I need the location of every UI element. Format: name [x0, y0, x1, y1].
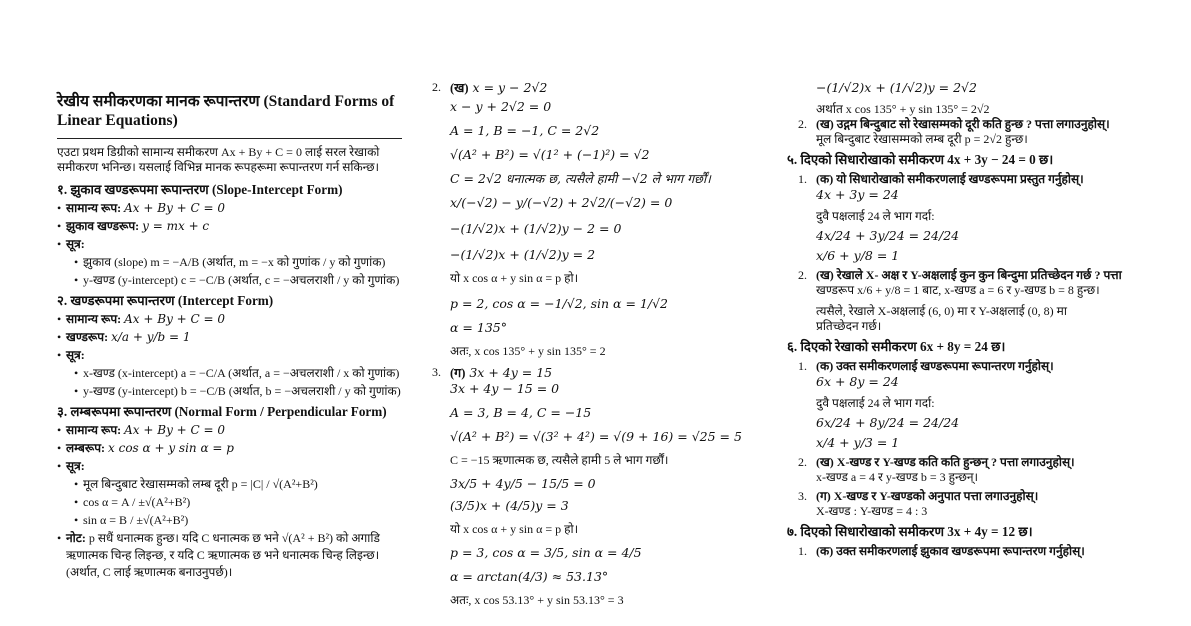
step-line: C = −15 ऋणात्मक छ, त्यसैले हामी 5 ले भाग गर्छौं। [450, 453, 669, 467]
exercise-item: 2. (ख) रेखाले X- अक्ष र Y-अक्षलाई कुन कुन बिन्दुमा प्रतिच्छेदन गर्छ ? पत्ता खण्डरूप x/6 + y/8 = 1 बाट, x-खण्ड a = 6 र y-खण्ड b = 8 हुन्छ। त्यसैले, रेखाले X-अक्षलाई (6, 0) मा र Y-अक्षलाई (0, 8) मा प्रतिच्छेदन गर्छ। [790, 268, 1185, 334]
question-text: (क) उक्त समीकरणलाई झुकाव खण्डरूपमा रूपान्तरण गर्नुहोस्। [816, 544, 1085, 558]
exercise-item: 3. (ग) X-खण्ड र Y-खण्डको अनुपात पत्ता लगाउनुहोस्। X-खण्ड : Y-खण्ड = 4 : 3 [790, 489, 1185, 519]
intro-paragraph: एउटा प्रथम डिग्रीको सामान्य समीकरण Ax + By + C = 0 लाई सरल रेखाको समीकरण भनिन्छ। यसलाई विभिन्न मानक रूपहरूमा रूपान्तरण गर्न सकिन्छ। [57, 145, 380, 174]
section-heading-slope-intercept: १. झुकाव खण्डरूपमा रूपान्तरण (Slope-Intercept Form) [57, 182, 343, 197]
normal-form-list [57, 422, 402, 581]
example-item-2: 2. (ख) x = y − 2√2 x − y + 2√2 = 0 A = 1, B = −1, C = 2√2 √(A² + B²) = √(1² + (−1)²) = √2 C = 2√2 धनात्मक छ, त्यसैले हामी −√2 ले भाग गर्छौं। x/(−√2) − y/(−√2) + 2√2/(−√2) = 0 −(1/√2)x + (1/√2)y − 2 = 0 −(1/√2)x + (1/√2)y = 2 यो x cos α + y sin α = p हो। p = 2, cos α = −1/√2, sin α = 1/√2 α = 135° अतः, x cos 135° + y sin 135° = 2 [430, 80, 760, 359]
list-item: • सामान्य रूप: Ax + By + C = 0 [57, 422, 402, 439]
formula-y-intercept: • y-खण्ड (y-intercept) b = −C/B (अर्थात, b = −अचलराशी / y को गुणांक) [74, 383, 402, 400]
list-item: • सामान्य रूप: Ax + By + C = 0 [57, 200, 402, 217]
question-text: (क) उक्त समीकरणलाई खण्डरूपमा रूपान्तरण गर्नुहोस्। [816, 359, 1054, 373]
formula-sin-alpha: • sin α = B / ±√(A²+B²) [74, 512, 402, 529]
question-text: (ग) X-खण्ड र Y-खण्डको अनुपात पत्ता लगाउनुहोस्। [816, 489, 1039, 503]
step-line: p = 3, cos α = 3/5, sin α = 4/5 [450, 545, 642, 560]
list-item: • लम्बरूप: x cos α + y sin α = p [57, 440, 402, 457]
slope-intercept-list [57, 200, 402, 289]
example-item-3: 3. (ग) 3x + 4y = 15 3x + 4y − 15 = 0 A = 3, B = 4, C = −15 √(A² + B²) = √(3² + 4²) = √(9 + 16) = √25 = 5 C = −15 ऋणात्मक छ, त्यसैले हामी 5 ले भाग गर्छौं। 3x/5 + 4y/5 − 15/5 = 0 (3/5)x + (4/5)y = 3 यो x cos α + y sin α = p हो। p = 3, cos α = 3/5, sin α = 4/5 α = arctan(4/3) ≈ 53.13° अतः, x cos 53.13° + y sin 53.13° = 3 [430, 365, 760, 608]
question-heading-5: ५. दिएको सिधारोखाको समीकरण 4x + 3y − 24 = 0 छ। [787, 152, 1054, 167]
step-line: α = 135° [450, 320, 507, 335]
step-line: अतः, x cos 53.13° + y sin 53.13° = 3 [450, 593, 624, 607]
question-text: (ख) X-खण्ड र Y-खण्ड कति कति हुन्छन् ? पत्ता लगाउनुहोस्। [816, 455, 1075, 469]
step-line: −(1/√2)x + (1/√2)y = 2√2 [816, 80, 977, 95]
formula-x-intercept: • x-खण्ड (x-intercept) a = −C/A (अर्थात, a = −अचलराशी / x को गुणांक) [74, 365, 402, 382]
question-heading-7: ७. दिएको सिधारोखाको समीकरण 3x + 4y = 12 छ। [787, 524, 1033, 539]
formula-cos-alpha: • cos α = A / ±√(A²+B²) [74, 494, 402, 511]
theory-column [57, 92, 402, 582]
list-item: • सूत्र: • झुकाव (slope) m = −A/B (अर्थात, m = −x को गुणांक / y को गुणांक) • y-खण्ड (y-intercept) c = −C/B (अर्थात, c = −अचलराशी / y को गुणांक) [57, 236, 402, 289]
list-item: • सूत्र: • मूल बिन्दुबाट रेखासम्मको लम्ब दूरी p = |C| / √(A²+B²) • cos α = A / ±√(A²+B²) • sin α = B / ±√(A²+B²) [57, 458, 402, 529]
list-item: • सूत्र: • x-खण्ड (x-intercept) a = −C/A (अर्थात, a = −अचलराशी / x को गुणांक) • y-खण्ड (y-intercept) b = −C/B (अर्थात, b = −अचलराशी / y को गुणांक) [57, 347, 402, 400]
step-line: (3/5)x + (4/5)y = 3 [450, 498, 569, 513]
worked-examples-column [430, 80, 760, 608]
step-line: √(A² + B²) = √(3² + 4²) = √(9 + 16) = √25 = 5 [450, 429, 742, 444]
question-text: (ख) उद्गम बिन्दुबाट सो रेखासम्मको दूरी कति हुन्छ ? पत्ता लगाउनुहोस्। [816, 117, 1110, 131]
step-line: −(1/√2)x + (1/√2)y = 2 [450, 247, 596, 262]
section-heading-normal: ३. लम्बरूपमा रूपान्तरण (Normal Form / Perpendicular Form) [57, 404, 387, 419]
exercise-item: 1. (क) यो सिधारोखाको समीकरणलाई खण्डरूपमा प्रस्तुत गर्नुहोस्। 4x + 3y = 24 दुवै पक्षलाई 24 ले भाग गर्दा: 4x/24 + 3y/24 = 24/24 x/6 + y/8 = 1 [790, 172, 1185, 264]
section-heading-intercept: २. खण्डरूपमा रूपान्तरण (Intercept Form) [57, 293, 274, 308]
formula-y-intercept: • y-खण्ड (y-intercept) c = −C/B (अर्थात, c = −अचलराशी / y को गुणांक) [74, 272, 402, 289]
step-line: यो x cos α + y sin α = p हो। [450, 271, 579, 285]
step-line: 3x + 4y − 15 = 0 [450, 381, 560, 396]
step-line: A = 1, B = −1, C = 2√2 [450, 123, 600, 138]
intercept-list [57, 311, 402, 400]
title-divider [57, 138, 402, 139]
step-line: √(A² + B²) = √(1² + (−1)²) = √2 [450, 147, 650, 162]
step-line: p = 2, cos α = −1/√2, sin α = 1/√2 [450, 296, 668, 311]
answer-text: मूल बिन्दुबाट रेखासम्मको लम्ब दूरी p = 2√2 हुन्छ। [816, 132, 1028, 146]
exercise-item: 1. (क) उक्त समीकरणलाई खण्डरूपमा रूपान्तरण गर्नुहोस्। 6x + 8y = 24 दुवै पक्षलाई 24 ले भाग गर्दा: 6x/24 + 8y/24 = 24/24 x/4 + y/3 = 1 [790, 359, 1185, 451]
step-line: x/(−√2) − y/(−√2) + 2√2/(−√2) = 0 [450, 195, 673, 210]
exercise-column [787, 80, 1185, 559]
step-line: 3x/5 + 4y/5 − 15/5 = 0 [450, 476, 596, 491]
step-line: यो x cos α + y sin α = p हो। [450, 522, 579, 536]
step-line: C = 2√2 धनात्मक छ, त्यसैले हामी −√2 ले भाग गर्छौं। [450, 171, 711, 186]
formula-perpendicular-distance: • मूल बिन्दुबाट रेखासम्मको लम्ब दूरी p = |C| / √(A²+B²) [74, 476, 402, 493]
question-text: (क) यो सिधारोखाको समीकरणलाई खण्डरूपमा प्रस्तुत गर्नुहोस्। [816, 172, 1084, 186]
note-item: • नोट: p सधैं धनात्मक हुन्छ। यदि C धनात्मक छ भने √(A² + B²) को अगाडि ऋणात्मक चिन्ह लिइन्छ, र यदि C ऋणात्मक छ भने धनात्मक चिन्ह लिइन्छ। (अर्थात, C लाई ऋणात्मक बनाउनुपर्छ)। [57, 530, 402, 581]
step-line: अर्थात x cos 135° + y sin 135° = 2√2 [816, 102, 990, 116]
exercise-item: 2. (ख) X-खण्ड र Y-खण्ड कति कति हुन्छन् ? पत्ता लगाउनुहोस्। x-खण्ड a = 4 र y-खण्ड b = 3 हुन्छन्। [790, 455, 1185, 485]
formula-slope: • झुकाव (slope) m = −A/B (अर्थात, m = −x को गुणांक / y को गुणांक) [74, 254, 402, 271]
list-item: • खण्डरूप: x/a + y/b = 1 [57, 329, 402, 346]
step-line: x − y + 2√2 = 0 [450, 99, 552, 114]
step-line: A = 3, B = 4, C = −15 [450, 405, 592, 420]
step-line: अतः, x cos 135° + y sin 135° = 2 [450, 344, 606, 358]
question-heading-6: ६. दिएको रेखाको समीकरण 6x + 8y = 24 छ। [787, 339, 1006, 354]
list-item: • झुकाव खण्डरूप: y = mx + c [57, 218, 402, 235]
page-title: रेखीय समीकरणका मानक रूपान्तरण (Standard Forms of Linear Equations) [57, 93, 395, 129]
question-text: (ख) रेखाले X- अक्ष र Y-अक्षलाई कुन कुन बिन्दुमा प्रतिच्छेदन गर्छ ? पत्ता [816, 268, 1122, 282]
list-item: • सामान्य रूप: Ax + By + C = 0 [57, 311, 402, 328]
step-line: α = arctan(4/3) ≈ 53.13° [450, 569, 609, 584]
step-line: −(1/√2)x + (1/√2)y − 2 = 0 [450, 221, 622, 236]
exercise-item: 1. (क) उक्त समीकरणलाई झुकाव खण्डरूपमा रूपान्तरण गर्नुहोस्। [790, 544, 1185, 559]
exercise-item: 2. (ख) उद्गम बिन्दुबाट सो रेखासम्मको दूरी कति हुन्छ ? पत्ता लगाउनुहोस्। मूल बिन्दुबाट रेखासम्मको लम्ब दूरी p = 2√2 हुन्छ। [790, 117, 1185, 147]
